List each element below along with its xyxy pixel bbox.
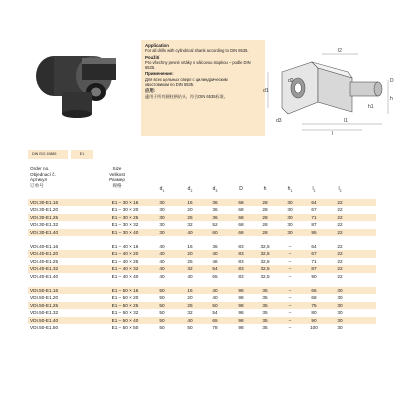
label-d2: d2 [288,78,294,84]
value-cell: 40 [212,251,218,257]
value-cell: 30 [159,229,165,235]
app-text-en: For all drills with cylindrical shank according to DIN 6535. [145,48,249,54]
order-number-cell: VDI.50-E1.20 [30,295,59,301]
value-cell: 22 [337,273,343,279]
order-header-line: Objednací č. [30,171,56,177]
value-cell: 32,5 [260,258,270,264]
value-cell: 67 [311,251,317,257]
value-cell: 35 [262,302,268,308]
value-cell: 22 [337,222,343,228]
column-header [152,186,172,193]
value-cell: 71 [311,258,317,264]
value-cell: 30 [287,200,293,205]
size-cell: E1 – 40 × 16 [111,244,139,249]
order-header-line: 订单号 [30,182,44,188]
value-cell: 50 [159,310,165,316]
label-h: h [390,96,393,102]
column-header-main: d [212,186,216,192]
value-cell: 16 [187,288,193,293]
value-cell: 16 [187,200,193,205]
value-cell: 68 [238,222,244,228]
value-cell: 20 [187,207,193,213]
value-cell: 30 [337,302,343,308]
value-cell: 32,5 [260,251,270,257]
value-cell: 40 [212,295,218,301]
column-header [205,186,225,193]
value-cell: 32 [187,222,193,228]
order-number-cell: VDI.30-E1.32 [30,222,59,228]
size-cell: E1 – 30 × 32 [111,222,139,228]
value-cell: 20 [187,251,193,257]
value-cell: 30 [159,200,165,205]
value-cell: 35 [262,317,268,323]
value-cell: 98 [238,325,244,330]
value-cell: 98 [238,302,244,308]
value-cell: 40 [159,266,165,272]
app-text-ru-1: Для всех цельных сверл с цилиндрическим [145,76,228,82]
table-row[interactable] [28,265,376,272]
order-header-line: Артикул [30,177,48,183]
size-cell: E1 – 40 × 40 [111,273,139,279]
value-cell: 87 [311,266,317,272]
table-row[interactable] [28,287,376,294]
value-cell: 83 [238,251,244,257]
value-cell: 30 [287,207,293,213]
size-header [92,166,142,198]
app-text-cn: 適用于所有圓柱柄钻头，符合DIN 6535标准。 [145,93,228,99]
value-cell: 40 [187,229,193,235]
value-cell: 52 [212,222,218,228]
order-number-cell: VDI.30-E1.25 [30,214,59,220]
value-cell: 50 [159,325,165,330]
size-header-line: Velikost [109,171,125,177]
value-cell: 30 [337,288,343,293]
size-cell: E1 – 50 × 50 [111,325,139,330]
value-cell: 32,5 [260,266,270,272]
value-cell: 68 [238,200,244,205]
value-cell: 66 [311,288,317,293]
column-header-sub: 3 [215,189,218,193]
value-cell: 30 [287,214,293,220]
value-cell: 40 [187,273,193,279]
order-number-cell: VDI.40-E1.32 [30,266,59,272]
size-header-line: 规格 [112,182,122,188]
value-cell: 28 [262,229,268,235]
column-header-main: l [312,186,314,192]
value-cell: – [288,325,292,330]
table-row[interactable] [28,221,376,228]
value-cell: 30 [159,222,165,228]
value-cell: 83 [238,273,244,279]
table-row[interactable] [28,309,376,316]
value-cell: 80 [311,310,317,316]
table-row[interactable] [28,273,376,280]
column-header-main: h [263,186,267,192]
value-cell: – [288,266,292,272]
value-cell: 40 [159,258,165,264]
column-header-sub: 2 [339,189,342,193]
value-cell: 32,5 [260,244,270,249]
size-header-line: Size [112,166,122,171]
size-cell: E1 – 50 × 16 [111,288,139,293]
value-cell: 35 [262,310,268,316]
column-header-sub: 2 [190,189,193,193]
value-cell: 25 [187,214,193,220]
value-cell: 68 [238,214,244,220]
size-cell: E1 – 40 × 32 [111,266,139,272]
spec-tags [28,150,93,159]
value-cell: 50 [187,325,193,330]
column-header-main: D [239,186,243,192]
value-cell: – [288,302,292,308]
value-cell: 54 [212,310,218,316]
label-d3: d3 [276,118,282,124]
size-cell: E1 – 50 × 20 [111,295,139,301]
tool-holder-photo [22,42,132,120]
value-cell: 98 [238,288,244,293]
product-header [0,0,400,140]
value-cell: 35 [262,295,268,301]
column-header [255,186,275,192]
size-header-line: Размер [109,177,125,183]
value-cell: 87 [311,222,317,228]
app-title-cn: 应用: [145,88,156,94]
value-cell: 30 [287,222,293,228]
column-header-sub: 1 [162,189,165,193]
value-cell: – [288,273,292,279]
value-cell: 90 [311,273,317,279]
value-cell: 32 [187,310,193,316]
order-number-cell: VDI.50-E1.25 [30,302,59,308]
value-cell: 50 [159,295,165,301]
size-cell: E1 – 40 × 20 [111,251,139,257]
table-row[interactable] [28,302,376,309]
value-cell: 36 [212,214,218,220]
value-cell: 22 [337,258,343,264]
value-cell: 36 [212,207,218,213]
column-header-main: h [287,186,291,192]
value-cell: 30 [337,310,343,316]
value-cell: 30 [287,229,293,235]
column-header-main: d [159,186,163,192]
order-number-cell: VDI.50-E1.32 [30,310,59,316]
value-cell: 28 [262,207,268,213]
value-cell: 36 [212,200,218,205]
value-cell: 98 [238,310,244,316]
table-row[interactable] [28,243,376,250]
value-cell: – [288,310,292,316]
value-cell: 40 [159,273,165,279]
label-l2: l2 [338,48,342,54]
value-cell: 28 [262,214,268,220]
value-cell: 64 [311,200,317,205]
order-number-cell: VDI.40-E1.25 [30,258,59,264]
order-number-cell: VDI.30-E1.20 [30,207,59,213]
app-title-ru: Применение: [145,71,174,77]
table-row[interactable] [28,229,376,236]
value-cell: 78 [212,325,218,330]
value-cell: 30 [159,214,165,220]
value-cell: 64 [311,244,317,249]
value-cell: 67 [311,207,317,213]
size-cell: E1 – 30 × 16 [111,200,139,205]
table-row[interactable] [28,199,376,206]
value-cell: 32,5 [260,273,270,279]
size-cell: E1 – 30 × 20 [111,207,139,213]
value-cell: 83 [238,258,244,264]
value-cell: 22 [337,244,343,249]
value-cell: 83 [238,266,244,272]
value-cell: 40 [212,288,218,293]
table-row[interactable] [28,317,376,324]
table-row[interactable] [28,258,376,265]
app-text-ru-2: хвостовиком по DIN 6535. [145,82,195,88]
order-number-cell: VDI.50-E1.16 [30,288,59,293]
value-cell: 28 [262,222,268,228]
order-number-cell: VDI.50-E1.40 [30,317,59,323]
table-row[interactable] [28,250,376,257]
column-header [304,186,324,193]
value-cell: – [288,317,292,323]
value-cell: 50 [159,317,165,323]
value-cell: 68 [238,229,244,235]
value-cell: 95 [311,229,317,235]
label-d1: d1 [263,88,269,94]
value-cell: 46 [212,258,218,264]
app-title-cz: Použití [145,54,160,60]
value-cell: 32 [187,266,193,272]
size-tag: E1 [71,150,93,159]
value-cell: 65 [212,317,218,323]
table-row[interactable] [28,206,376,213]
value-cell: 40 [187,317,193,323]
order-number-cell: VDI.40-E1.40 [30,273,59,279]
value-cell: 98 [238,317,244,323]
value-cell: – [288,258,292,264]
value-cell: 68 [238,207,244,213]
value-cell: 22 [337,229,343,235]
table-row[interactable] [28,294,376,301]
size-cell: E1 – 40 × 25 [111,258,139,264]
value-cell: 25 [187,302,193,308]
table-row[interactable] [28,214,376,221]
value-cell: – [288,288,292,293]
value-cell: 100 [310,325,318,330]
value-cell: 30 [159,207,165,213]
column-header-sub: 1 [290,189,293,193]
value-cell: 22 [337,214,343,220]
order-number-cell: VDI.30-E1.16 [30,200,59,205]
size-cell: E1 – 50 × 40 [111,317,139,323]
technical-drawing [262,42,396,136]
order-header [30,166,80,198]
value-cell: 71 [311,214,317,220]
column-header-main: l [338,186,340,192]
column-header [330,186,350,193]
value-cell: 98 [238,295,244,301]
value-cell: 22 [337,266,343,272]
table-row[interactable] [28,324,376,331]
column-header-main: d [187,186,191,192]
value-cell: 40 [159,244,165,249]
value-cell: 65 [212,273,218,279]
value-cell: 50 [159,288,165,293]
order-number-cell: VDI.50-E1.50 [30,325,59,330]
label-D: D [390,78,394,84]
label-h1: h1 [368,104,374,110]
standard-tag: DIN ISO 10889 [28,150,68,159]
app-text-cz: Pro všechny pevné vrtáky s válcovou stopkou – podle DIN 6535. [145,59,251,71]
app-title-en: Application [145,43,169,48]
value-cell: 83 [238,244,244,249]
value-cell: – [288,251,292,257]
value-cell: 68 [311,295,317,301]
value-cell: 30 [337,295,343,301]
value-cell: – [288,244,292,249]
size-cell: E1 – 30 × 25 [111,214,139,220]
value-cell: 60 [212,229,218,235]
order-number-cell: VDI.40-E1.16 [30,244,59,249]
value-cell: 50 [159,302,165,308]
column-header-sub: 1 [313,189,316,193]
value-cell: 22 [337,251,343,257]
value-cell: 75 [311,302,317,308]
value-cell: 22 [337,207,343,213]
column-header [231,186,251,192]
application-box [141,40,265,136]
value-cell: 28 [262,200,268,205]
size-cell: E1 – 50 × 25 [111,302,139,308]
value-cell: 35 [262,288,268,293]
value-cell: – [288,295,292,301]
value-cell: 35 [262,325,268,330]
value-cell: 50 [212,302,218,308]
column-header [280,186,300,193]
value-cell: 36 [212,244,218,249]
value-cell: 20 [187,295,193,301]
order-number-cell: VDI.40-E1.20 [30,251,59,257]
value-cell: 90 [311,317,317,323]
value-cell: 30 [337,317,343,323]
order-header-line: Order no. [30,166,50,171]
value-cell: 40 [159,251,165,257]
label-l1: l1 [344,118,348,124]
value-cell: 30 [337,325,343,330]
value-cell: 16 [187,244,193,249]
value-cell: 22 [337,200,343,205]
value-cell: 25 [187,258,193,264]
value-cell: 54 [212,266,218,272]
size-cell: E1 – 50 × 32 [111,310,139,316]
size-cell: E1 – 30 × 40 [111,229,139,235]
column-header [180,186,200,193]
order-number-cell: VDI.30-E1.40 [30,229,59,235]
label-l: l [332,131,334,136]
